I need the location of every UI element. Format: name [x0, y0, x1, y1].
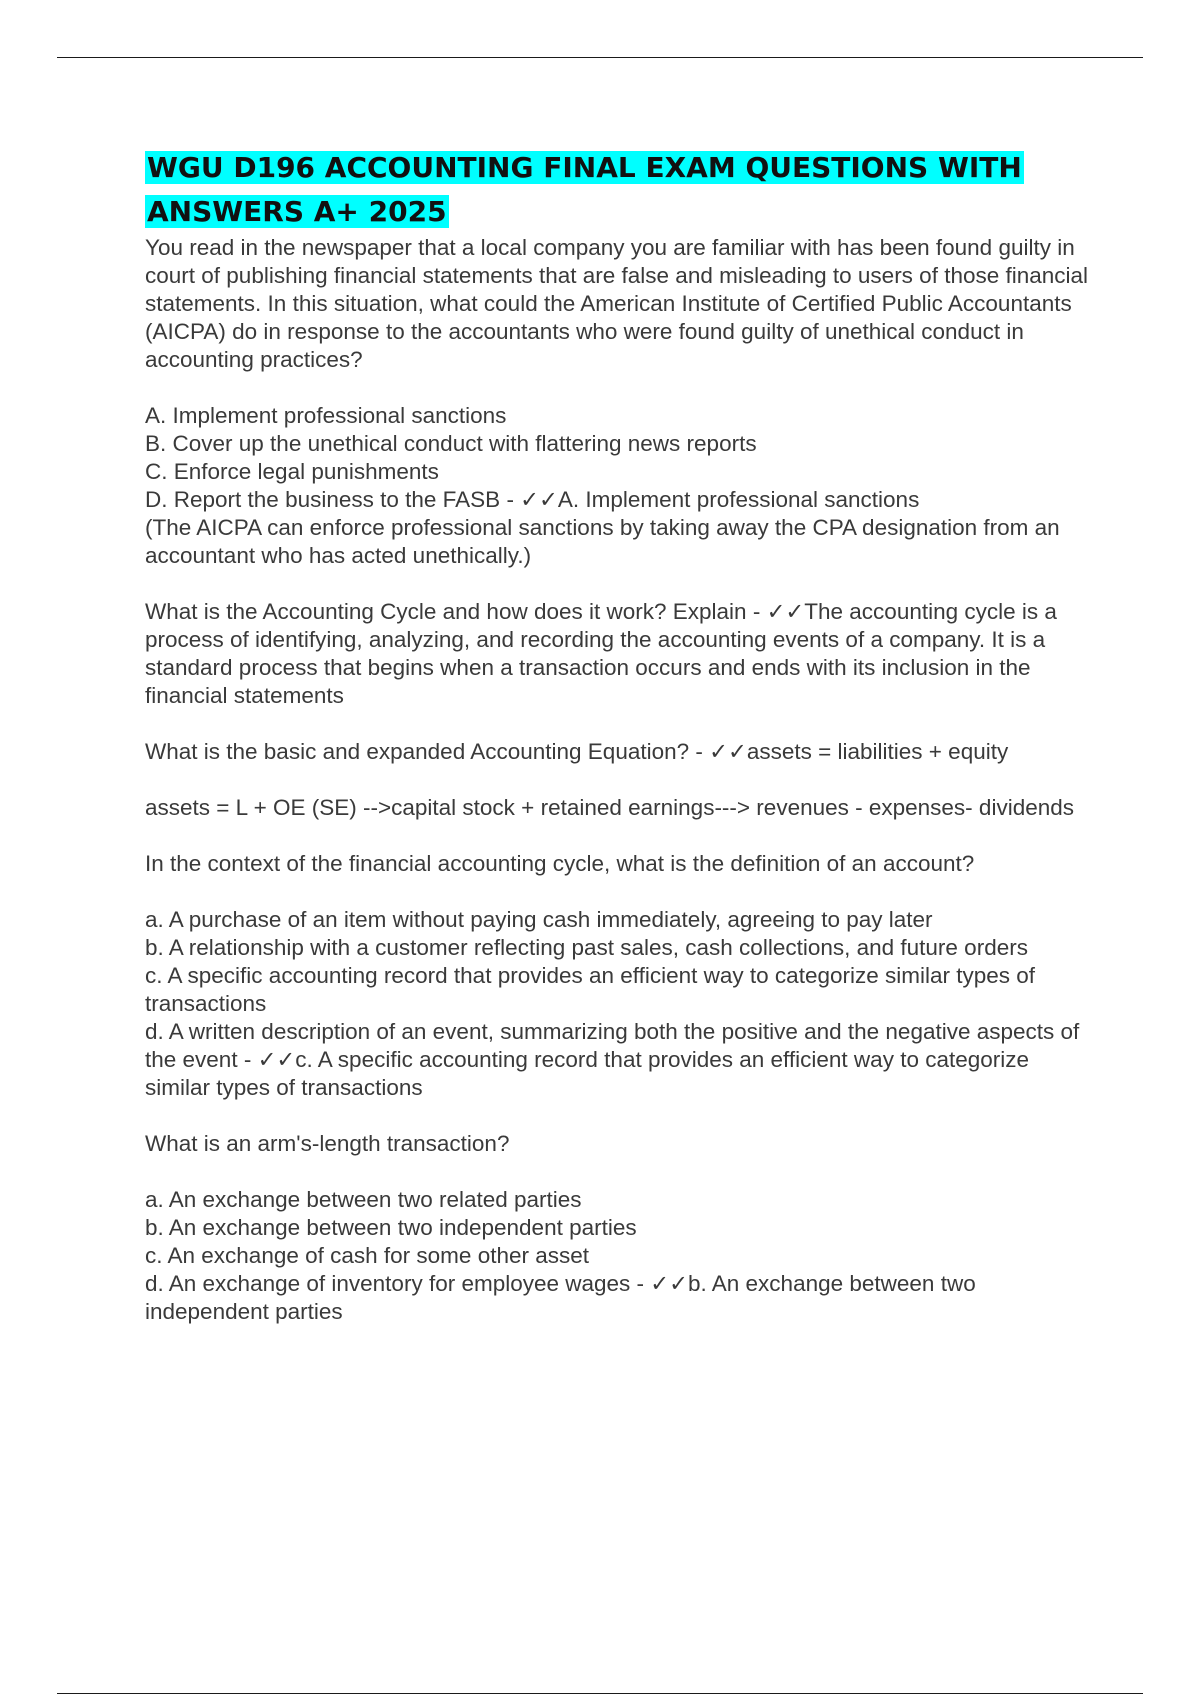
question-4-option-c: c. A specific accounting record that provides an efficient way to categorize similar types of transactions — [145, 963, 1042, 1016]
question-1-option-d-answer: D. Report the business to the FASB - ✓✓A. Implement professional sanctions — [145, 487, 920, 512]
question-4-options — [145, 906, 1095, 1102]
question-1-options — [145, 402, 1095, 570]
spacer — [145, 570, 1095, 598]
question-5-option-b: b. An exchange between two independent parties — [145, 1215, 637, 1240]
question-5-option-d-answer: d. An exchange of inventory for employee wages - ✓✓b. An exchange between two independent parties — [145, 1271, 982, 1324]
question-1-option-a: A. Implement professional sanctions — [145, 403, 507, 428]
question-3-text: What is the basic and expanded Accounting Equation? - ✓✓assets = liabilities + equity — [145, 739, 1009, 764]
spacer — [145, 374, 1095, 402]
title-line-1: WGU D196 ACCOUNTING FINAL EXAM QUESTIONS WITH — [147, 151, 1022, 184]
question-4-option-d-answer: d. A written description of an event, summarizing both the positive and the negative aspects of the event - ✓✓c. A specific accounting record that provides an efficient way to categorize similar types of transactions — [145, 1019, 1086, 1100]
question-1-explanation: (The AICPA can enforce professional sanctions by taking away the CPA designation from an accountant who has acted unethically.) — [145, 515, 1066, 568]
question-4-text: In the context of the financial accounting cycle, what is the definition of an account? — [145, 851, 975, 876]
question-5-text: What is an arm's-length transaction? — [145, 1131, 510, 1156]
spacer — [145, 766, 1095, 794]
question-5-options — [145, 1186, 1095, 1326]
header-rule — [57, 57, 1143, 58]
question-1-option-b: B. Cover up the unethical conduct with flattering news reports — [145, 431, 757, 456]
spacer — [145, 1158, 1095, 1186]
question-1-text: You read in the newspaper that a local company you are familiar with has been found guilty in court of publishing financial statements that are false and misleading to users of those financial statements. In this situation, what could the American Institute of Certified Public Accountants (AICPA) do in response to the accountants who were found guilty of unethical conduct in accounting practices? — [145, 235, 1089, 372]
question-5-option-c: c. An exchange of cash for some other asset — [145, 1243, 590, 1268]
title-line-2: ANSWERS A+ 2025 — [147, 195, 447, 228]
spacer — [145, 710, 1095, 738]
spacer — [145, 1102, 1095, 1130]
question-4-option-b: b. A relationship with a customer reflecting past sales, cash collections, and future orders — [145, 935, 1028, 960]
footer-rule — [57, 1693, 1143, 1694]
question-2-text: What is the Accounting Cycle and how does it work? Explain - ✓✓The accounting cycle is a process of identifying, analyzing, and recording the accounting events of a company. It is a standard process that begins when a transaction occurs and ends with its inclusion in the financial statements — [145, 599, 1057, 708]
spacer — [145, 878, 1095, 906]
question-5-option-a: a. An exchange between two related parties — [145, 1187, 582, 1212]
document-body — [145, 146, 1095, 1326]
page-title — [145, 146, 1095, 234]
question-3-expanded: assets = L + OE (SE) -->capital stock + retained earnings---> revenues - expenses- dividends — [145, 795, 1074, 820]
spacer — [145, 822, 1095, 850]
question-1-option-c: C. Enforce legal punishments — [145, 459, 439, 484]
question-4-option-a: a. A purchase of an item without paying cash immediately, agreeing to pay later — [145, 907, 933, 932]
